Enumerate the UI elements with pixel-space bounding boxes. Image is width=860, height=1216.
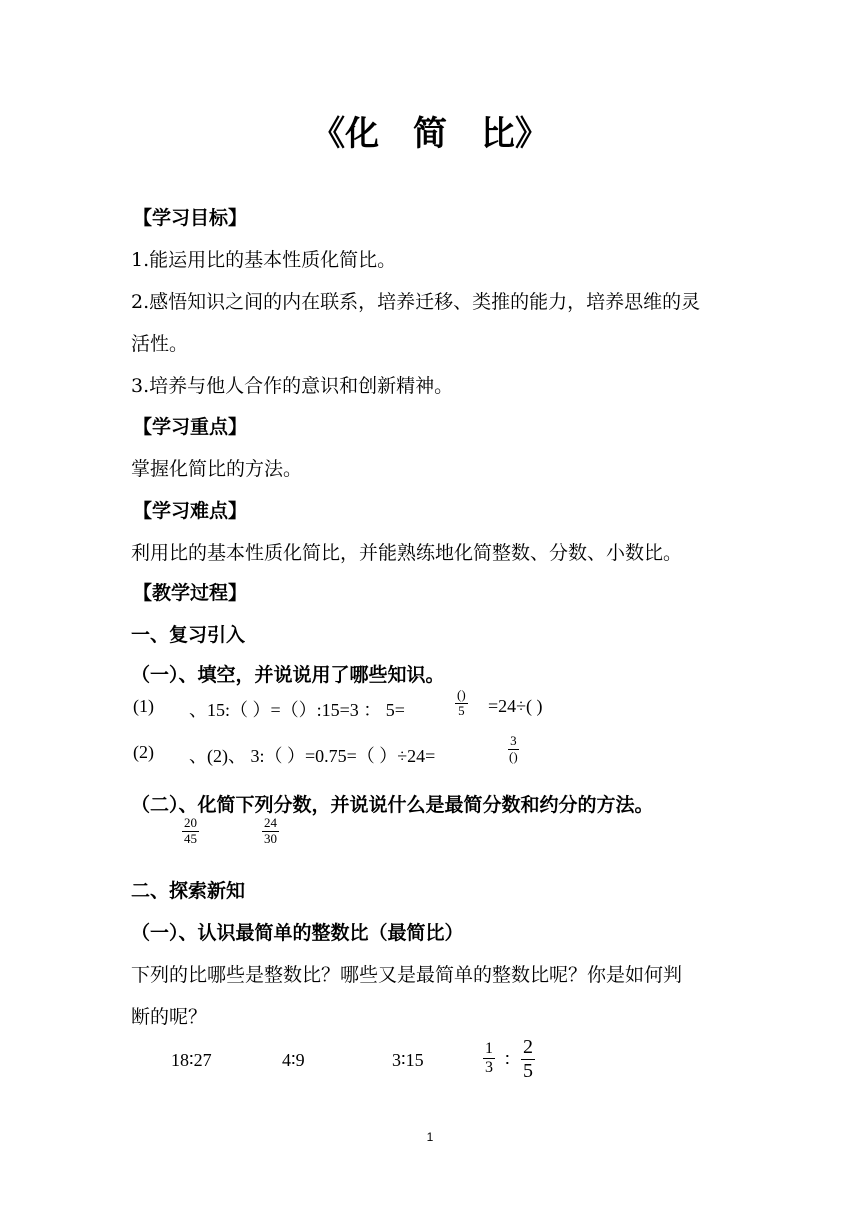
ratio-4-left-fraction [483,1040,495,1078]
difficulty-heading: 【学习难点】 [133,500,248,522]
key-point-text: 掌握化简比的方法。 [131,458,303,480]
fraction-1 [182,816,199,847]
question-2-fraction [507,734,520,765]
ratio-2: 4∶9 [282,1050,305,1070]
question-line-2: 断的呢？ [131,1006,208,1028]
section-2-heading: 二、探索新知 [131,880,246,902]
fraction-numerator: 20 [184,815,197,830]
difficulty-text: 利用比的基本性质化简比，并能熟练地化简整数、分数、小数比。 [131,542,683,564]
question-1-label: (1) [133,696,154,716]
objective-item-3: 3.培养与他人合作的意识和创新精神。 [131,375,454,397]
fraction-denominator: 5 [523,1060,533,1082]
fraction-numerator: 1 [483,1040,495,1059]
part-1-heading: （一）、填空，并说说用了哪些知识。 [131,664,445,686]
page-number: 1 [426,1130,434,1144]
fraction-2 [262,816,279,847]
fraction-denominator: 3 [485,1059,493,1077]
objectives-heading: 【学习目标】 [133,207,248,229]
ratio-3: 3∶15 [392,1050,424,1070]
objective-item-1: 1.能运用比的基本性质化简比。 [131,249,397,271]
fraction-numerator: 2 [523,1036,533,1058]
objective-item-2-line-1: 2.感悟知识之间的内在联系，培养迁移、类推的能力，培养思维的灵 [131,291,701,313]
ratio-4-separator: ∶ [505,1050,510,1070]
question-1-fraction [455,688,468,719]
ratio-4-right-fraction [521,1036,535,1083]
fraction-denominator: () [509,748,518,764]
key-point-heading: 【学习重点】 [133,416,248,438]
question-line-1: 下列的比哪些是整数比？哪些又是最简单的整数比呢？你是如何判 [131,964,683,986]
section-1-heading: 一、复习引入 [131,624,246,646]
part-2-heading: （二）、化简下列分数，并说说什么是最简分数和约分的方法。 [131,794,654,816]
question-2-label: (2) [133,742,154,762]
section-2-part-1-heading: （一）、认识最简单的整数比（最简比） [131,922,464,944]
process-heading: 【教学过程】 [133,582,248,604]
ratio-1: 18∶27 [171,1050,212,1070]
fraction-denominator: 5 [458,702,465,718]
question-1-tail: =24÷( ) [488,696,543,716]
fraction-denominator: 30 [264,830,277,846]
page-title: 《化 简 比》 [311,114,549,154]
question-2-text: 、(2)、 3:（ ）=0.75=（ ）÷24= [189,746,436,766]
fraction-numerator: () [457,687,466,702]
question-1-text: 、15:（ ）=（）:15=3 ： 5= [189,700,405,720]
fraction-numerator: 3 [510,733,517,748]
objective-item-2-line-2: 活性。 [131,333,189,355]
fraction-denominator: 45 [184,830,197,846]
fraction-numerator: 24 [264,815,277,830]
